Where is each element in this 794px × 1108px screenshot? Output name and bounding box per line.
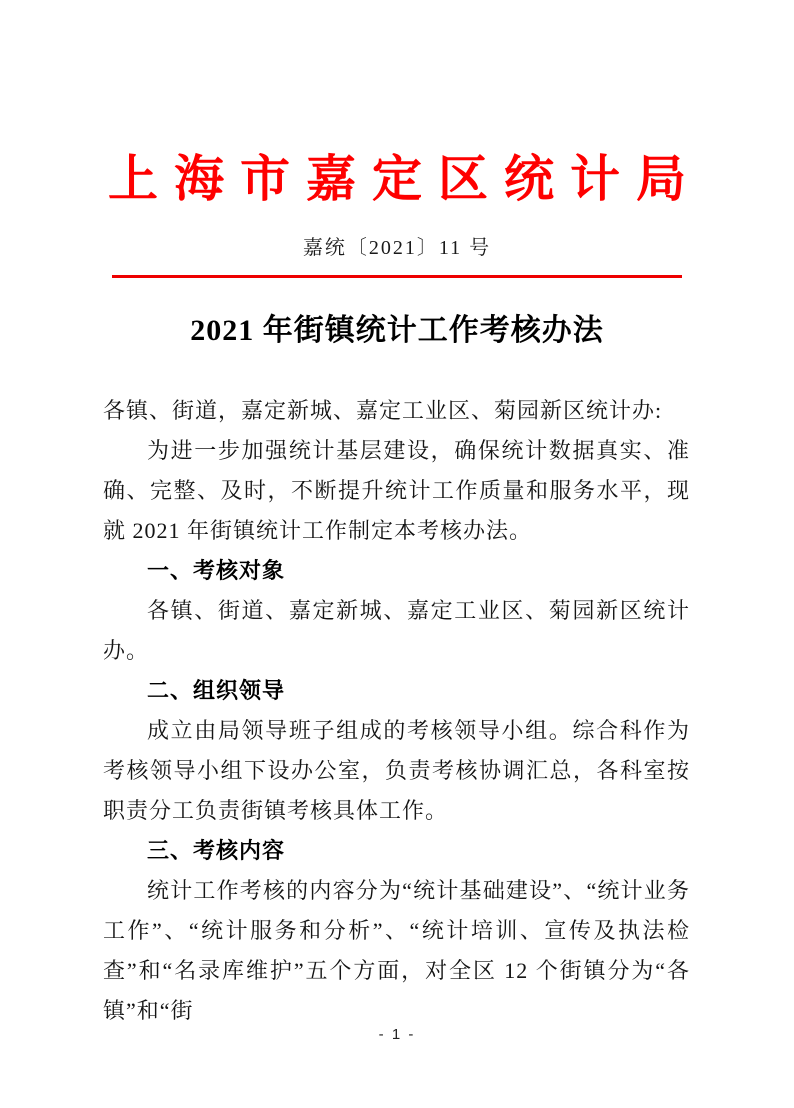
letterhead — [0, 0, 794, 260]
paragraph-section-3: 统计工作考核的内容分为“统计基础建设”、“统计业务工作”、“统计服务和分析”、“统计培训、宣传及执法检查”和“名录库维护”五个方面，对全区 12 个街镇分为“各镇”和“街 — [103, 878, 690, 1023]
page-number: - 1 - — [378, 1026, 416, 1043]
letterhead-divider-rule — [112, 275, 682, 278]
paragraph-section-2: 成立由局领导班子组成的考核领导小组。综合科作为考核领导小组下设办公室，负责考核协调汇总，各科室按职责分工负责街镇考核具体工作。 — [103, 718, 690, 823]
salutation-line: 各镇、街道，嘉定新城、嘉定工业区、菊园新区统计办: — [103, 398, 663, 423]
document-number: 嘉统〔2021〕11 号 — [302, 237, 492, 259]
section-heading-3: 三、考核内容 — [147, 838, 286, 863]
section-heading-1: 一、考核对象 — [147, 558, 286, 583]
agency-name-title: 上海市嘉定区统计局 — [108, 151, 702, 207]
paragraph-intro: 为进一步加强统计基层建设，确保统计数据真实、准确、完整、及时，不断提升统计工作质量和服务水平，现就 2021 年街镇统计工作制定本考核办法。 — [103, 438, 690, 543]
document-title: 2021 年街镇统计工作考核办法 — [190, 314, 604, 347]
document-body — [103, 391, 690, 1031]
section-heading-2: 二、组织领导 — [147, 678, 286, 703]
paragraph-section-1: 各镇、街道、嘉定新城、嘉定工业区、菊园新区统计办。 — [103, 598, 690, 663]
